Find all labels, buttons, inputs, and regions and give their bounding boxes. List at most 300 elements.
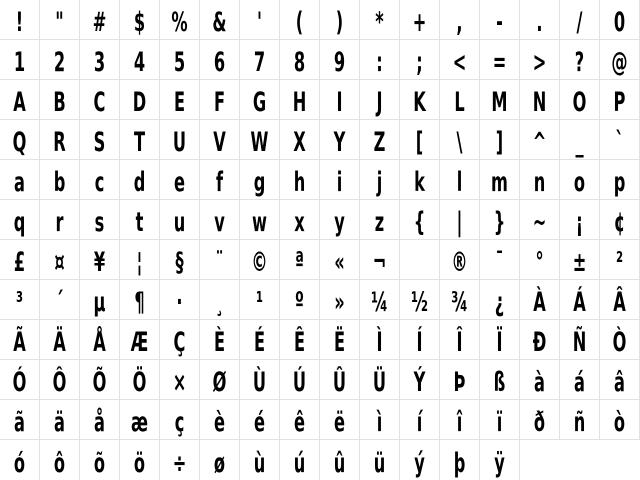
glyph-cell [240,120,280,159]
glyph-cell [240,40,280,79]
glyph: @ [611,47,628,78]
glyph: Û [332,367,347,398]
glyph-cell [160,160,200,199]
glyph: m [491,167,508,198]
glyph: p [613,167,626,198]
glyph: U [172,127,187,158]
glyph-cell [520,40,560,79]
glyph-cell [200,240,240,279]
glyph: * [375,7,384,38]
glyph-cell [120,120,160,159]
glyph-cell [280,0,320,39]
glyph-row [0,400,640,440]
glyph: Ì [376,327,383,358]
glyph-cell [360,200,400,239]
glyph: i [336,167,343,198]
glyph: á [574,367,585,398]
glyph-cell [480,400,520,439]
glyph: < [452,47,467,78]
glyph: 8 [293,47,306,78]
glyph-cell [40,440,80,480]
glyph-cell [360,0,400,39]
glyph: ý [414,448,425,479]
glyph-cell [0,440,40,480]
glyph-cell [600,40,640,79]
glyph-row [0,240,640,280]
glyph-cell [120,360,160,399]
glyph-cell [200,40,240,79]
glyph-cell [320,360,360,399]
glyph-cell [360,440,400,480]
glyph: × [172,367,187,398]
glyph-cell [400,240,440,279]
glyph: Í [416,327,423,358]
glyph: Ê [293,327,306,358]
glyph-cell [440,120,480,159]
glyph: h [293,167,306,198]
glyph-cell [240,0,280,39]
glyph: â [614,367,625,398]
glyph: ~ [532,207,547,238]
glyph-cell [80,400,120,439]
glyph-cell [440,80,480,119]
glyph: ã [14,407,25,438]
glyph-cell [280,80,320,119]
glyph: 0 [613,7,626,38]
glyph: ¤ [54,247,65,278]
glyph: ª [294,247,305,278]
glyph-cell [560,400,600,439]
glyph-cell [0,400,40,439]
glyph-cell [440,360,480,399]
glyph: . [536,7,543,38]
glyph-cell [520,200,560,239]
glyph: k [414,167,425,198]
glyph: ¯ [495,247,504,278]
glyph: u [173,207,186,238]
glyph: F [213,87,226,118]
glyph-cell [0,40,40,79]
glyph: 6 [213,47,226,78]
glyph-cell [160,40,200,79]
glyph-cell [520,360,560,399]
glyph-cell [400,320,440,359]
glyph-row [0,360,640,400]
glyph: e [174,167,185,198]
glyph: T [133,127,146,158]
glyph-row [0,160,640,200]
glyph: b [53,167,66,198]
glyph-cell [400,120,440,159]
glyph: ) [335,7,344,38]
glyph-cell [0,240,40,279]
glyph-cell [400,0,440,39]
glyph: M [491,87,508,118]
glyph-cell [200,0,240,39]
glyph-row [0,200,640,240]
glyph-cell [560,40,600,79]
glyph: V [213,127,226,158]
glyph: Z [373,127,386,158]
glyph-cell [480,360,520,399]
glyph: = [492,47,507,78]
glyph: Þ [453,367,466,398]
glyph: & [212,7,227,38]
glyph: É [253,327,266,358]
glyph-cell [160,240,200,279]
glyph-cell [120,320,160,359]
glyph: ? [574,47,585,78]
glyph: Ï [496,327,503,358]
glyph-cell [480,160,520,199]
glyph: þ [453,448,466,479]
glyph-cell [0,320,40,359]
glyph: 7 [253,47,266,78]
glyph-row [0,120,640,160]
glyph-cell [80,280,120,319]
glyph: L [454,87,465,118]
glyph: Ú [292,367,307,398]
glyph: N [532,87,547,118]
glyph-cell [40,400,80,439]
glyph-cell [0,120,40,159]
glyph: D [132,87,147,118]
glyph: B [53,87,66,118]
glyph: g [253,167,266,198]
glyph: » [334,287,345,318]
glyph-cell [560,280,600,319]
glyph-cell [320,280,360,319]
glyph: ! [15,7,24,38]
glyph: Ç [173,327,186,358]
glyph-cell [520,80,560,119]
glyph-cell [120,0,160,39]
glyph: ð [533,407,546,438]
glyph-cell [440,160,480,199]
glyph: ( [295,7,304,38]
glyph: o [573,167,586,198]
glyph: ´ [55,287,64,318]
glyph: $ [133,7,146,38]
glyph-cell [520,400,560,439]
glyph-cell [120,240,160,279]
glyph: ± [572,247,587,278]
glyph: ü [373,448,386,479]
glyph: + [412,7,427,38]
glyph-cell [520,0,560,39]
glyph-cell [560,360,600,399]
glyph [408,249,431,276]
glyph-cell [360,80,400,119]
glyph-cell [400,160,440,199]
glyph: a [14,167,25,198]
glyph-cell [120,440,160,480]
glyph-cell [360,400,400,439]
glyph-cell [360,120,400,159]
glyph-cell [240,80,280,119]
glyph-cell [520,320,560,359]
glyph: ÷ [172,448,187,479]
glyph-cell [400,400,440,439]
glyph-cell [520,160,560,199]
glyph: C [93,87,106,118]
glyph: X [293,127,306,158]
glyph: - [496,7,503,38]
glyph: ¿ [494,287,505,318]
glyph: Ù [252,367,267,398]
glyph-cell [480,240,520,279]
glyph: ² [615,247,624,278]
glyph-cell [40,0,80,39]
glyph: I [336,87,343,118]
glyph-cell [360,40,400,79]
glyph-cell [280,440,320,480]
glyph-cell [240,280,280,319]
glyph-cell [200,440,240,480]
glyph: : [376,47,383,78]
glyph: J [376,87,383,118]
glyph-cell [200,400,240,439]
glyph-cell [600,400,640,439]
glyph-cell [120,80,160,119]
glyph: « [334,247,345,278]
glyph: ¹ [255,287,264,318]
glyph-cell [200,200,240,239]
glyph-cell [280,320,320,359]
glyph: " [55,7,64,38]
glyph-cell [200,280,240,319]
glyph-cell [160,440,200,480]
glyph-cell [520,280,560,319]
glyph-cell [120,160,160,199]
glyph: 5 [173,47,186,78]
glyph-cell [600,160,640,199]
glyph-cell [560,320,600,359]
glyph: t [135,207,144,238]
glyph: A [13,87,26,118]
glyph-cell [40,320,80,359]
glyph-cell [400,360,440,399]
glyph-cell [160,400,200,439]
glyph-cell [40,40,80,79]
glyph: Y [333,127,346,158]
glyph: Â [613,287,626,318]
glyph-cell [480,80,520,119]
glyph: © [251,247,268,278]
glyph-cell [160,200,200,239]
glyph: Q [12,127,27,158]
glyph: § [175,247,184,278]
glyph-cell [320,240,360,279]
glyph-cell [0,80,40,119]
glyph-cell [600,240,640,279]
glyph-cell [360,320,400,359]
glyph: s [94,207,105,238]
glyph-cell [280,400,320,439]
glyph: ó [13,448,26,479]
glyph: ò [613,407,626,438]
glyph-cell [480,200,520,239]
glyph-cell [120,200,160,239]
glyph: î [456,407,463,438]
glyph-cell [320,160,360,199]
glyph-cell [0,200,40,239]
glyph-cell [80,240,120,279]
glyph: 9 [333,47,346,78]
glyph-cell [120,280,160,319]
glyph-row [0,40,640,80]
glyph: å [94,407,105,438]
glyph-cell [400,200,440,239]
glyph-cell [40,360,80,399]
glyph: v [214,207,225,238]
glyph: x [294,207,305,238]
glyph: R [53,127,66,158]
glyph-row [0,0,640,40]
glyph: _ [575,127,584,158]
glyph: ½ [411,287,428,318]
glyph: ç [174,407,185,438]
glyph-cell [320,0,360,39]
glyph: r [55,207,64,238]
glyph: l [456,167,463,198]
glyph: è [214,407,225,438]
glyph: W [250,127,269,158]
glyph: Ü [372,367,387,398]
glyph: ] [495,127,504,158]
glyph: Ò [612,327,627,358]
glyph: Ñ [572,327,587,358]
glyph-cell [560,120,600,159]
glyph: f [215,167,224,198]
glyph: n [533,167,546,198]
glyph-cell [240,160,280,199]
glyph: ú [293,448,306,479]
glyph-cell [320,80,360,119]
glyph-cell [600,280,640,319]
glyph: ÿ [494,448,505,479]
glyph: # [92,7,107,38]
glyph: G [252,87,267,118]
glyph-cell [360,280,400,319]
glyph-cell [360,240,400,279]
glyph-cell [560,80,600,119]
glyph-cell [400,40,440,79]
glyph: { [413,207,426,238]
glyph: Ô [52,367,67,398]
glyph: E [173,87,186,118]
glyph: õ [93,448,106,479]
glyph-cell [280,240,320,279]
glyph-row [0,280,640,320]
glyph: ¦ [136,247,143,278]
glyph: Ý [413,367,426,398]
glyph-cell [120,40,160,79]
glyph-row [0,440,640,480]
glyph-cell [520,240,560,279]
glyph-cell [600,80,640,119]
glyph: ¥ [93,247,106,278]
glyph-cell [320,320,360,359]
glyph: ô [53,448,66,479]
glyph: Á [573,287,586,318]
glyph: à [534,367,545,398]
glyph-cell [80,360,120,399]
glyph: Ø [212,367,227,398]
glyph: y [334,207,345,238]
glyph-cell [600,120,640,159]
glyph: í [416,407,423,438]
glyph: Ó [12,367,27,398]
glyph: ö [133,448,146,479]
glyph-cell [160,120,200,159]
glyph: ¸ [215,287,224,318]
glyph-cell [600,320,640,359]
glyph: Ð [532,327,547,358]
glyph-cell [280,160,320,199]
glyph-cell [200,360,240,399]
glyph-cell [200,160,240,199]
glyph-cell [440,0,480,39]
glyph: æ [131,407,148,438]
glyph-cell [320,400,360,439]
glyph: j [376,167,383,198]
glyph-row [0,80,640,120]
glyph-cell [600,0,640,39]
glyph: Ã [13,327,26,358]
glyph: ë [334,407,345,438]
glyph-cell [0,160,40,199]
glyph-cell [240,240,280,279]
glyph: 4 [133,47,146,78]
glyph-cell [160,0,200,39]
glyph: \ [456,127,463,158]
glyph-cell [40,80,80,119]
glyph: û [333,448,346,479]
glyph: 2 [53,47,66,78]
glyph-cell [480,440,520,480]
glyph: | [456,207,463,238]
glyph: c [94,167,105,198]
glyph: P [613,87,626,118]
glyph-cell [360,360,400,399]
glyph-cell [240,360,280,399]
glyph-cell [320,200,360,239]
glyph-cell [360,160,400,199]
glyph: H [292,87,307,118]
glyph-cell [0,0,40,39]
glyph: Å [93,327,106,358]
glyph-cell [600,200,640,239]
glyph-cell [480,0,520,39]
glyph: ^ [532,127,547,158]
glyph-cell [480,120,520,159]
glyph-cell [560,160,600,199]
glyph: S [93,127,106,158]
glyph: d [133,167,146,198]
glyph-cell [280,40,320,79]
glyph-cell [400,280,440,319]
glyph-cell [40,160,80,199]
glyph-cell [160,320,200,359]
glyph-cell [520,120,560,159]
glyph-cell [280,120,320,159]
glyph: ¨ [215,247,224,278]
glyph: ® [451,247,468,278]
glyph: ù [253,448,266,479]
glyph: O [572,87,587,118]
glyph-cell [440,240,480,279]
